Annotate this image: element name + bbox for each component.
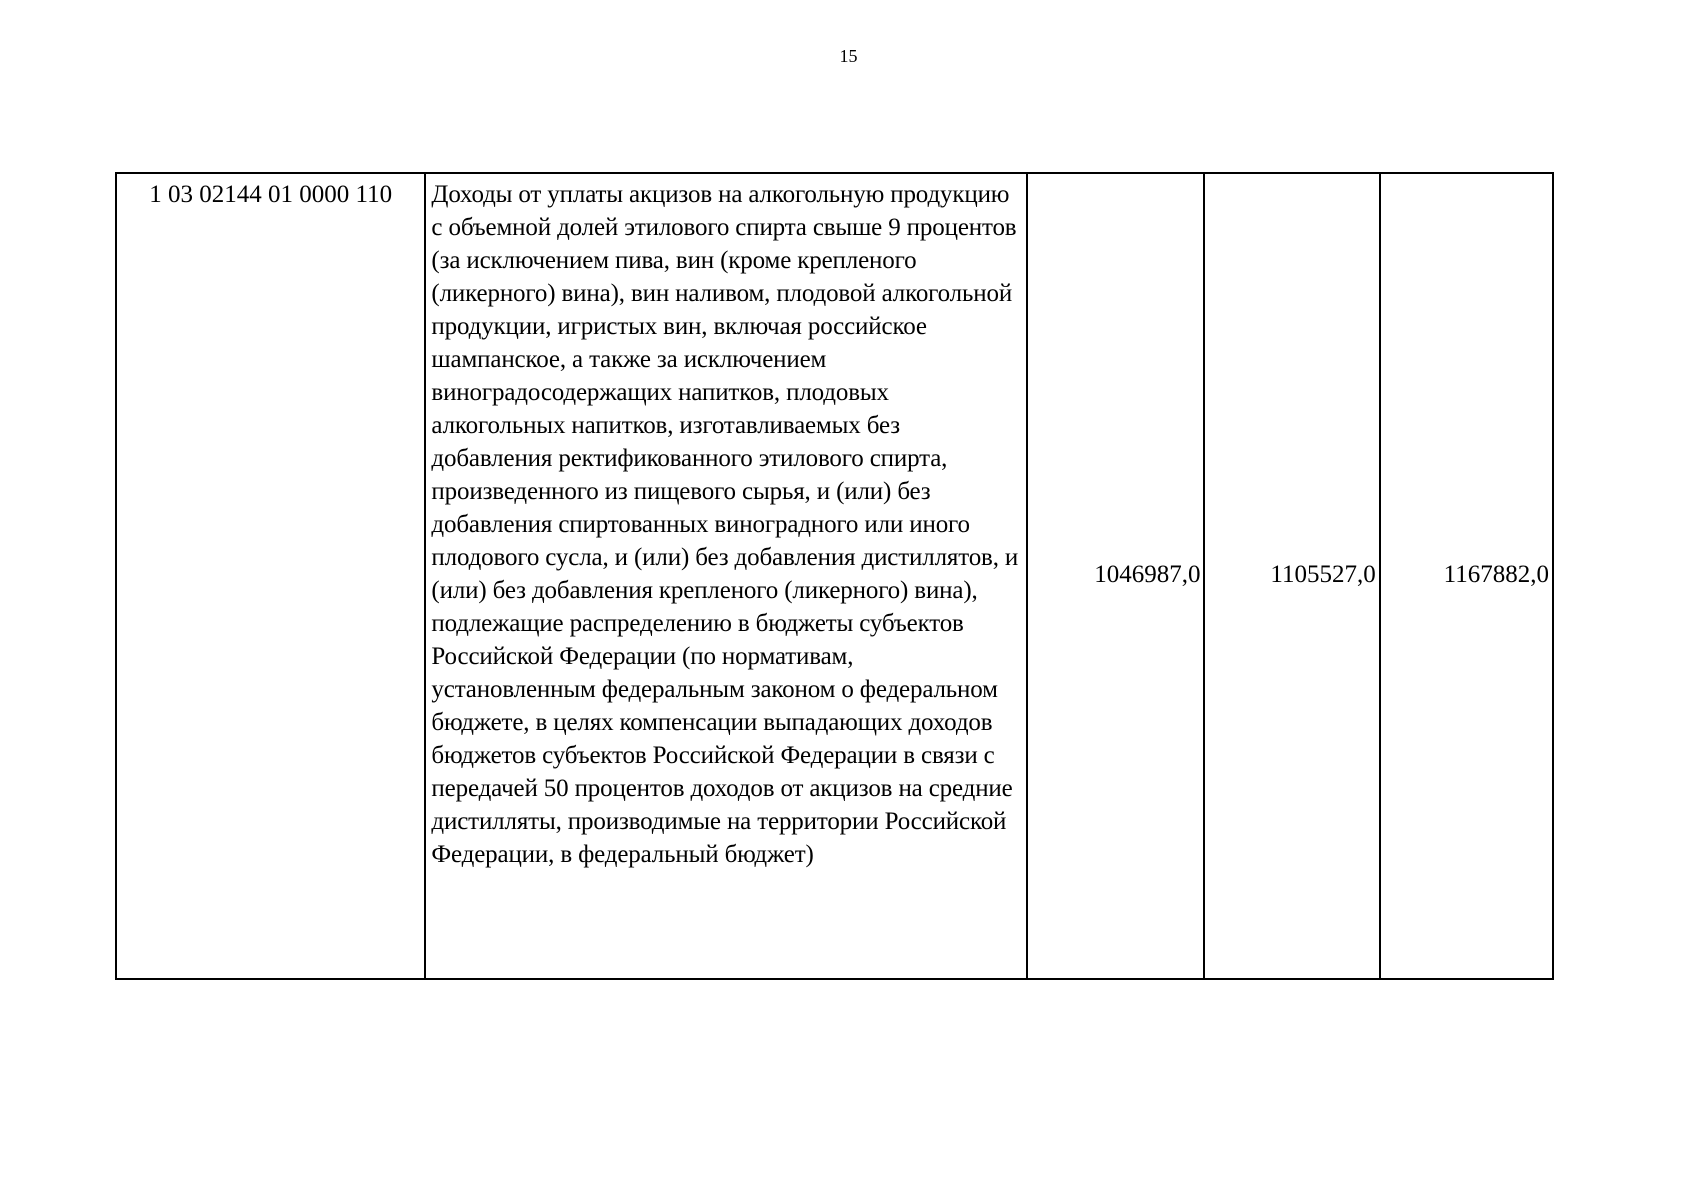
table-row [116, 173, 1553, 979]
amount-year-2-cell: 1105527,0 [1204, 173, 1379, 979]
amount-year-3-cell: 1167882,0 [1380, 173, 1553, 979]
amount-year-1-cell: 1046987,0 [1027, 173, 1204, 979]
classification-code-cell: 1 03 02144 01 0000 110 [116, 173, 425, 979]
revenue-name-cell: Доходы от уплаты акцизов на алкогольную продукцию с объемной долей этилового спирта свыше 9 процентов (за исключением пива, вин (кроме крепленого (ликерного) вина), вин наливом, плодовой алкогольной продукции, игристых вин, включая российское шампанское, а также за исключением виноградосодержащих напитков, плодовых алкогольных напитков, изготавливаемых без добавления ректификованного этилового спирта, произведенного из пищевого сырья, и (или) без добавления спиртованных виноградного или иного плодового сусла, и (или) без добавления дистиллятов, и (или) без добавления крепленого (ликерного) вина), подлежащие распределению в бюджеты субъектов Российской Федерации (по нормативам, установленным федеральным законом о федеральном бюджете, в целях компенсации выпадающих доходов бюджетов субъектов Российской Федерации в связи с передачей 50 процентов доходов от акцизов на средние дистилляты, производимые на территории Российской Федерации, в федеральный бюджет) [425, 173, 1027, 979]
page-number: 15 [839, 46, 858, 66]
revenue-table [115, 172, 1554, 980]
